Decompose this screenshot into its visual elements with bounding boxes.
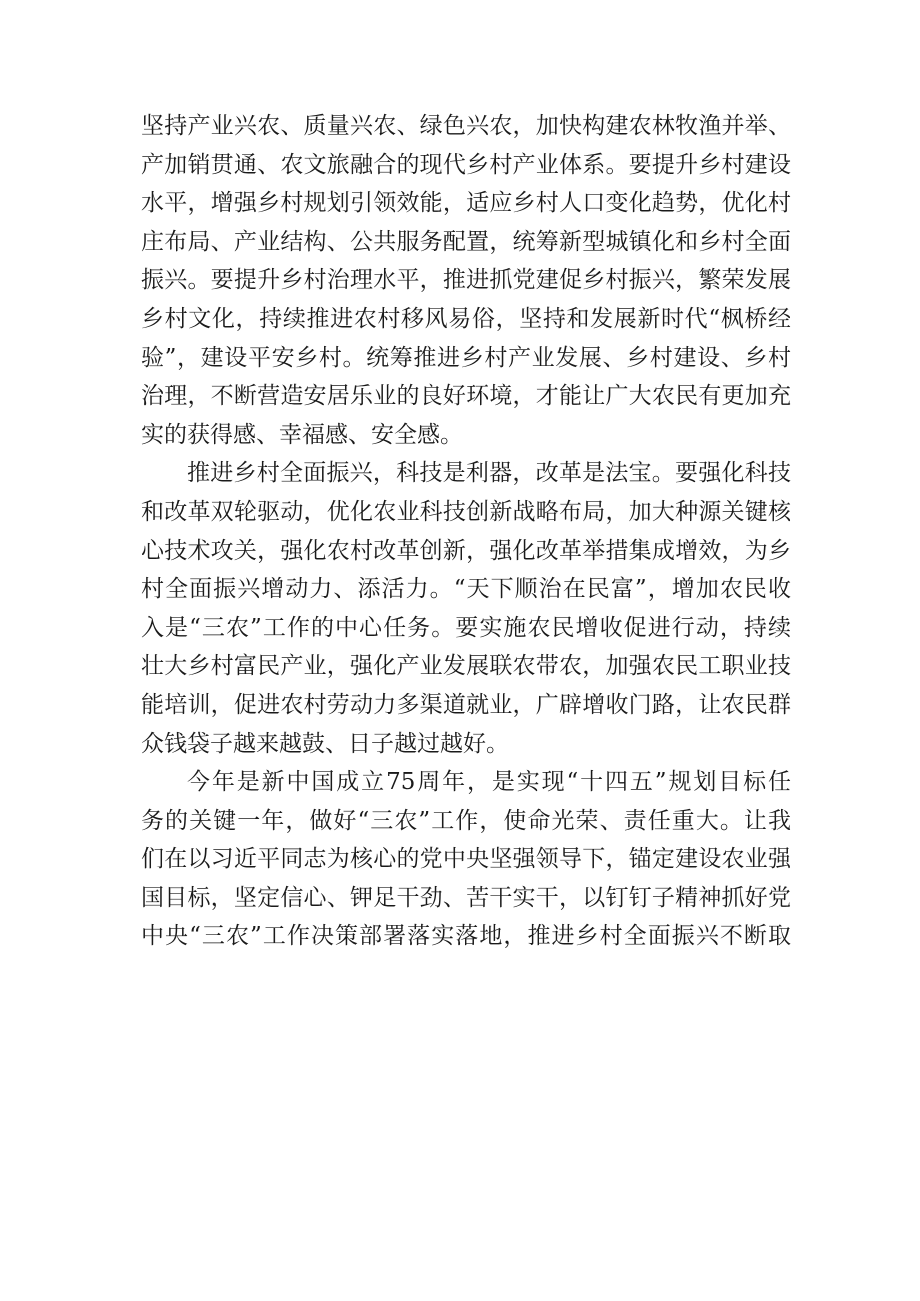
paragraph-2-line-8: 众钱袋子越来越鼓、日子越过越好。: [141, 730, 509, 757]
paragraph-2-line-3: 心技术攻关，强化农村改革创新，强化改革举措集成增效，为乡: [141, 537, 791, 564]
paragraph-1-line-7: 验”，建设平安乡村。统筹推进乡村产业发展、乡村建设、乡村: [141, 344, 791, 371]
paragraph-1-line-1: 坚持产业兴农、质量兴农、绿色兴农，加快构建农林牧渔并举、: [141, 113, 791, 139]
paragraph-1-line-9: 实的获得感、幸福感、安全感。: [141, 421, 463, 448]
paragraph-1-line-2: 产加销贯通、农文旅融合的现代乡村产业体系。要提升乡村建设: [141, 151, 791, 178]
paragraph-3-line-2: 务的关键一年，做好“三农”工作，使命光荣、责任重大。让我: [141, 807, 791, 834]
paragraph-1-line-5: 振兴。要提升乡村治理水平，推进抓党建促乡村振兴，繁荣发展: [141, 267, 791, 294]
paragraph-1-line-6: 乡村文化，持续推进农村移风易俗，坚持和发展新时代“枫桥经: [141, 305, 791, 332]
paragraph-2-line-4: 村全面振兴增动力、添活力。“天下顺治在民富”，增加农民收: [141, 576, 791, 603]
paragraph-1-line-8: 治理，不断营造安居乐业的良好环境，才能让广大农民有更加充: [141, 383, 791, 410]
paragraph-3-line-3: 们在以习近平同志为核心的党中央坚强领导下，锚定建设农业强: [141, 846, 791, 873]
paragraph-3-line-5: 中央“三农”工作决策部署落实落地，推进乡村全面振兴不断取: [141, 923, 791, 950]
paragraph-2-line-6: 壮大乡村富民产业，强化产业发展联农带农，加强农民工职业技: [141, 653, 791, 680]
paragraph-3-line-4: 国目标，坚定信心、钾足干劲、苦干实干，以钉钉子精神抓好党: [141, 884, 791, 911]
paragraph-2-line-7: 能培训，促进农村劳动力多渠道就业，广辟增收门路，让农民群: [141, 691, 791, 718]
paragraph-2-line-2: 和改革双轮驱动，优化农业科技创新战略布局，加大种源关键核: [141, 498, 791, 525]
document-body: [141, 107, 791, 956]
paragraph-2-line-1: 推进乡村全面振兴，科技是利器，改革是法宝。要强化科技: [187, 460, 791, 487]
paragraph-1-line-3: 水平，增强乡村规划引领效能，适应乡村人口变化趋势，优化村: [141, 190, 791, 217]
paragraph-3-line-1: 今年是新中国成立75周年，是实现“十四五”规划目标任: [187, 769, 791, 796]
paragraph-2-line-5: 入是“三农”工作的中心任务。要实施农民增收促进行动，持续: [141, 614, 791, 641]
paragraph-1-line-4: 庄布局、产业结构、公共服务配置，统筹新型城镇化和乡村全面: [141, 228, 791, 255]
